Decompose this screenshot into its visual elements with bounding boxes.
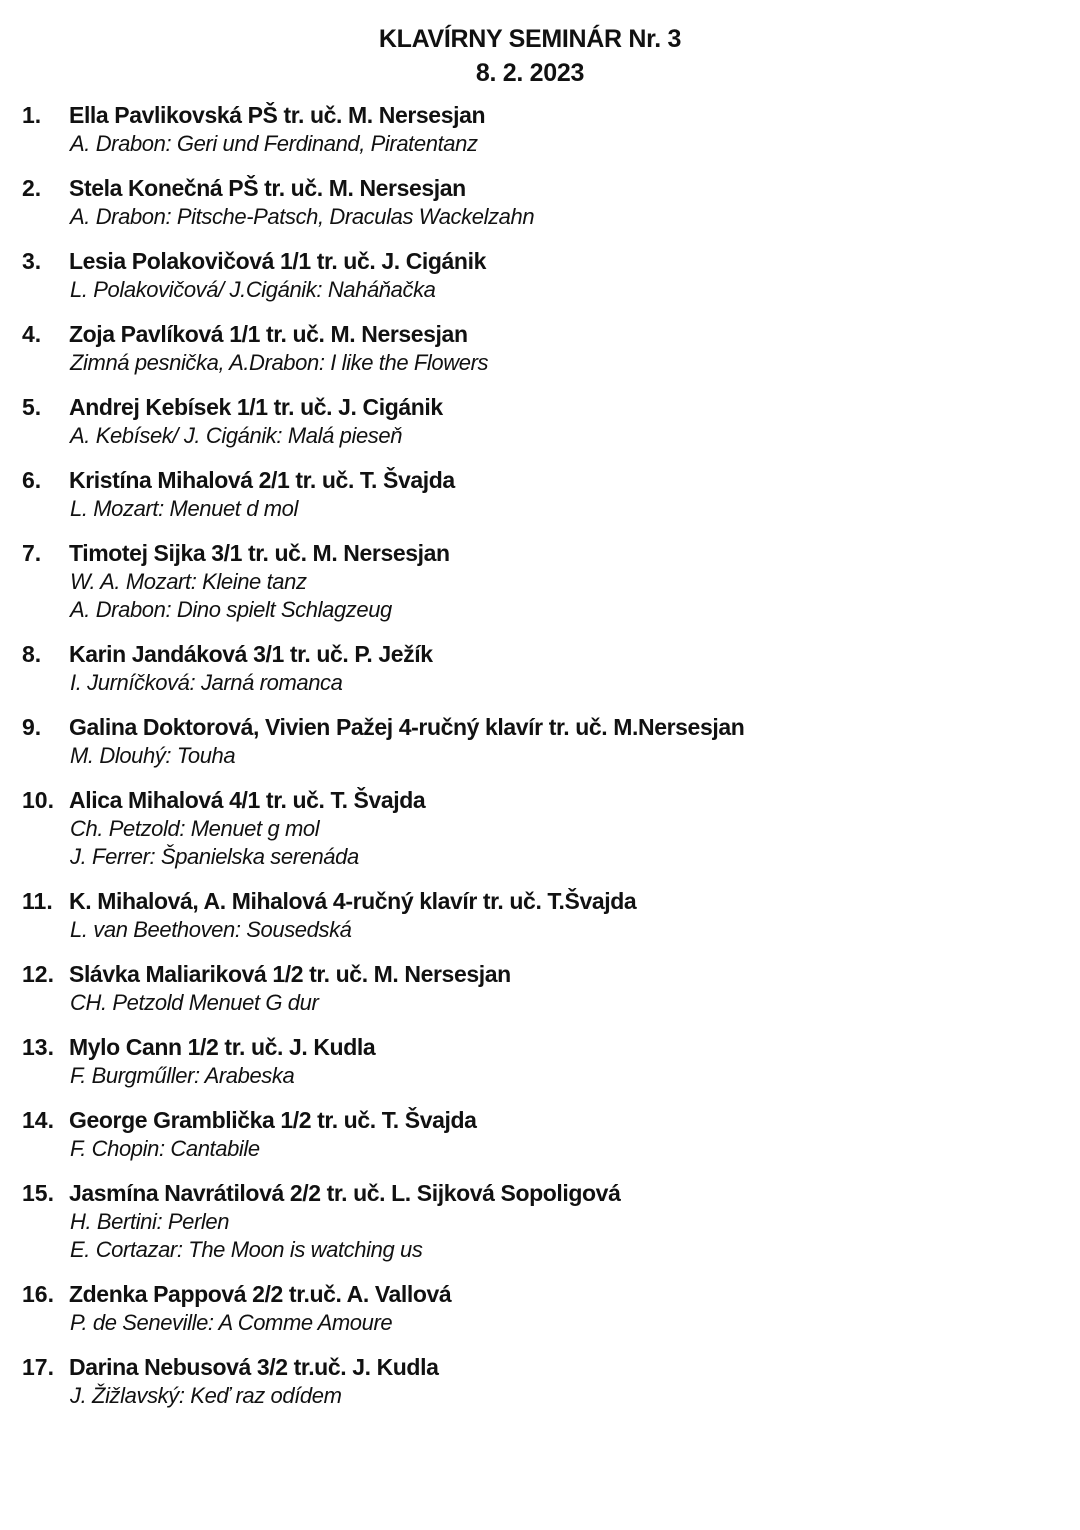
- piece-line: F. Chopin: Cantabile: [70, 1136, 260, 1161]
- item-number: 16.: [22, 1281, 54, 1307]
- item-number: 1.: [22, 102, 42, 128]
- program-item: [22, 1279, 1052, 1337]
- event-date: 8. 2. 2023: [475, 59, 585, 87]
- program-item: [22, 1352, 1052, 1410]
- item-number: 17.: [22, 1354, 54, 1380]
- piece-line: H. Bertini: Perlen: [70, 1209, 230, 1234]
- piece-line: L. Mozart: Menuet d mol: [70, 496, 299, 521]
- program-item: [22, 639, 1052, 697]
- piece-line: J. Žižlavský: Keď raz odídem: [70, 1383, 342, 1408]
- program-item: [22, 886, 1052, 944]
- program-list: [22, 100, 1052, 1425]
- performer-line: Galina Doktorová, Vivien Pažej 4-ručný klavír tr. uč. M.Nersesjan: [69, 714, 745, 740]
- piece-line: L. Polakovičová/ J.Cigánik: Naháňačka: [70, 277, 436, 302]
- piece-line: L. van Beethoven: Sousedská: [70, 917, 352, 942]
- program-item: [22, 712, 1052, 770]
- performer-line: Stela Konečná PŠ tr. uč. M. Nersesjan: [69, 175, 466, 201]
- item-number: 2.: [22, 175, 42, 201]
- performer-line: George Gramblička 1/2 tr. uč. T. Švajda: [69, 1107, 477, 1133]
- item-number: 8.: [22, 641, 42, 667]
- piece-line: I. Jurníčková: Jarná romanca: [70, 670, 343, 695]
- performer-line: Jasmína Navrátilová 2/2 tr. uč. L. Sijková Sopoligová: [69, 1180, 621, 1206]
- program-item: [22, 1178, 1052, 1264]
- item-number: 13.: [22, 1034, 54, 1060]
- item-number: 14.: [22, 1107, 54, 1133]
- piece-line: A. Drabon: Pitsche-Patsch, Draculas Wackelzahn: [70, 204, 535, 229]
- performer-line: Kristína Mihalová 2/1 tr. uč. T. Švajda: [69, 467, 455, 493]
- page-header: [0, 22, 1060, 90]
- program-item: [22, 173, 1052, 231]
- item-number: 12.: [22, 961, 54, 987]
- piece-line: J. Ferrer: Španielska serenáda: [70, 844, 359, 869]
- program-item: [22, 959, 1052, 1017]
- piece-line: A. Drabon: Geri und Ferdinand, Piratentanz: [70, 131, 478, 156]
- item-number: 3.: [22, 248, 42, 274]
- piece-line: P. de Seneville: A Comme Amoure: [70, 1310, 393, 1335]
- piece-line: A. Kebísek/ J. Cigánik: Malá pieseň: [70, 423, 403, 448]
- performer-line: Slávka Maliariková 1/2 tr. uč. M. Nersesjan: [69, 961, 511, 987]
- program-item: [22, 538, 1052, 624]
- item-number: 6.: [22, 467, 42, 493]
- program-item: [22, 392, 1052, 450]
- piece-line: W. A. Mozart: Kleine tanz: [70, 569, 307, 594]
- performer-line: Ella Pavlikovská PŠ tr. uč. M. Nersesjan: [69, 102, 486, 128]
- piece-line: Ch. Petzold: Menuet g mol: [70, 816, 320, 841]
- item-number: 5.: [22, 394, 42, 420]
- program-item: [22, 100, 1052, 158]
- item-number: 9.: [22, 714, 42, 740]
- program-item: [22, 1105, 1052, 1163]
- program-item: [22, 319, 1052, 377]
- piece-line: Zimná pesnička, A.Drabon: I like the Flowers: [70, 350, 489, 375]
- performer-line: Mylo Cann 1/2 tr. uč. J. Kudla: [69, 1034, 376, 1060]
- performer-line: Alica Mihalová 4/1 tr. uč. T. Švajda: [69, 787, 426, 813]
- piece-line: M. Dlouhý: Touha: [70, 743, 236, 768]
- performer-line: Timotej Sijka 3/1 tr. uč. M. Nersesjan: [69, 540, 450, 566]
- item-number: 10.: [22, 787, 54, 813]
- page-title: KLAVÍRNY SEMINÁR Nr. 3: [378, 25, 682, 53]
- item-number: 11.: [22, 888, 53, 914]
- program-item: [22, 1032, 1052, 1090]
- performer-line: Andrej Kebísek 1/1 tr. uč. J. Cigánik: [69, 394, 443, 420]
- performer-line: Karin Jandáková 3/1 tr. uč. P. Ježík: [69, 641, 433, 667]
- item-number: 4.: [22, 321, 42, 347]
- performer-line: Zdenka Pappová 2/2 tr.uč. A. Vallová: [69, 1281, 452, 1307]
- performer-line: Darina Nebusová 3/2 tr.uč. J. Kudla: [69, 1354, 439, 1380]
- piece-line: E. Cortazar: The Moon is watching us: [70, 1237, 423, 1262]
- program-item: [22, 465, 1052, 523]
- item-number: 7.: [22, 540, 42, 566]
- piece-line: F. Burgműller: Arabeska: [70, 1063, 295, 1088]
- item-number: 15.: [22, 1180, 54, 1206]
- piece-line: A. Drabon: Dino spielt Schlagzeug: [70, 597, 392, 622]
- piece-line: CH. Petzold Menuet G dur: [70, 990, 319, 1015]
- program-item: [22, 785, 1052, 871]
- performer-line: Lesia Polakovičová 1/1 tr. uč. J. Cigánik: [69, 248, 486, 274]
- performer-line: K. Mihalová, A. Mihalová 4-ručný klavír tr. uč. T.Švajda: [69, 888, 637, 914]
- program-item: [22, 246, 1052, 304]
- performer-line: Zoja Pavlíková 1/1 tr. uč. M. Nersesjan: [69, 321, 468, 347]
